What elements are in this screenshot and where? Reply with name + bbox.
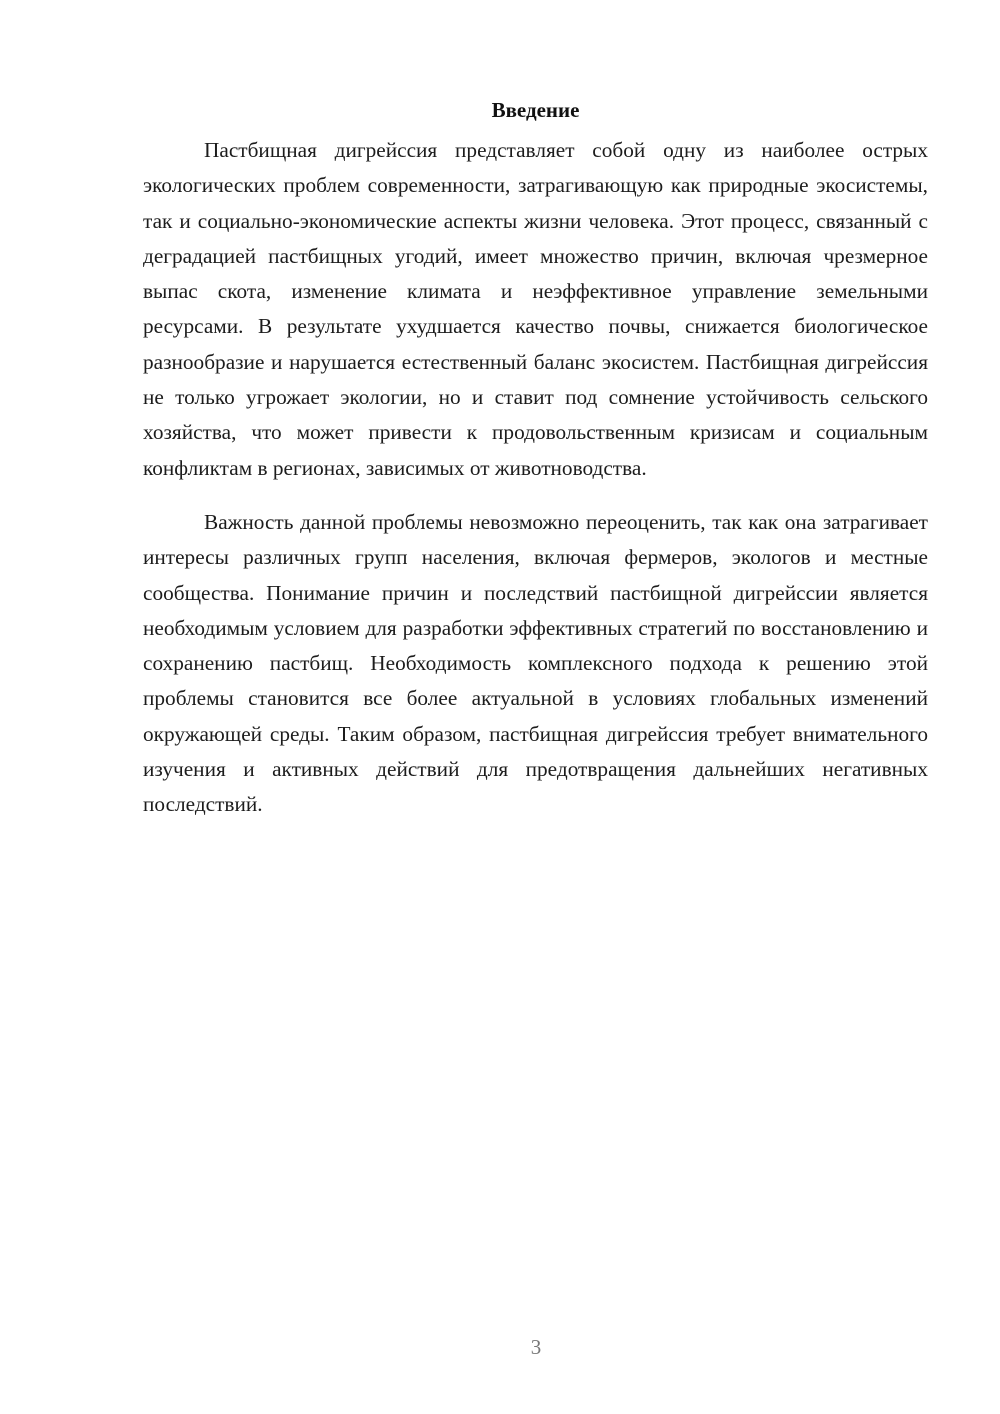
paragraph-2: Важность данной проблемы невозможно переоценить, так как она затрагивает интересы различных групп населения, включая фермеров, экологов и местные сообщества. Понимание причин и последствий пастбищной дигрейссии является необходимым условием для разработки эффективных стратегий по восстановлению и сохранению пастбищ. Необходимость комплексного подхода к решению этой проблемы становится все более актуальной в условиях глобальных изменений окружающей среды. Таким образом, пастбищная дигрейссия требует внимательного изучения и активных действий для предотвращения дальнейших негативных последствий.: [143, 509, 928, 817]
page-content: [143, 95, 928, 823]
page-number: 3: [530, 1335, 542, 1359]
paragraph-1: Пастбищная дигрейссия представляет собой одну из наиболее острых экологических проблем современности, затрагивающую как природные экосистемы, так и социально-экономические аспекты жизни человека. Этот процесс, связанный с деградацией пастбищных угодий, имеет множество причин, включая чрезмерное выпас скота, изменение климата и неэффективное управление земельными ресурсами. В результате ухудшается качество почвы, снижается биологическое разнообразие и нарушается естественный баланс экосистем. Пастбищная дигрейссия не только угрожает экологии, но и ставит под сомнение устойчивость сельского хозяйства, что может привести к продовольственным кризисам и социальным конфликтам в регионах, зависимых от животноводства.: [143, 138, 928, 480]
section-heading: Введение: [491, 98, 580, 122]
